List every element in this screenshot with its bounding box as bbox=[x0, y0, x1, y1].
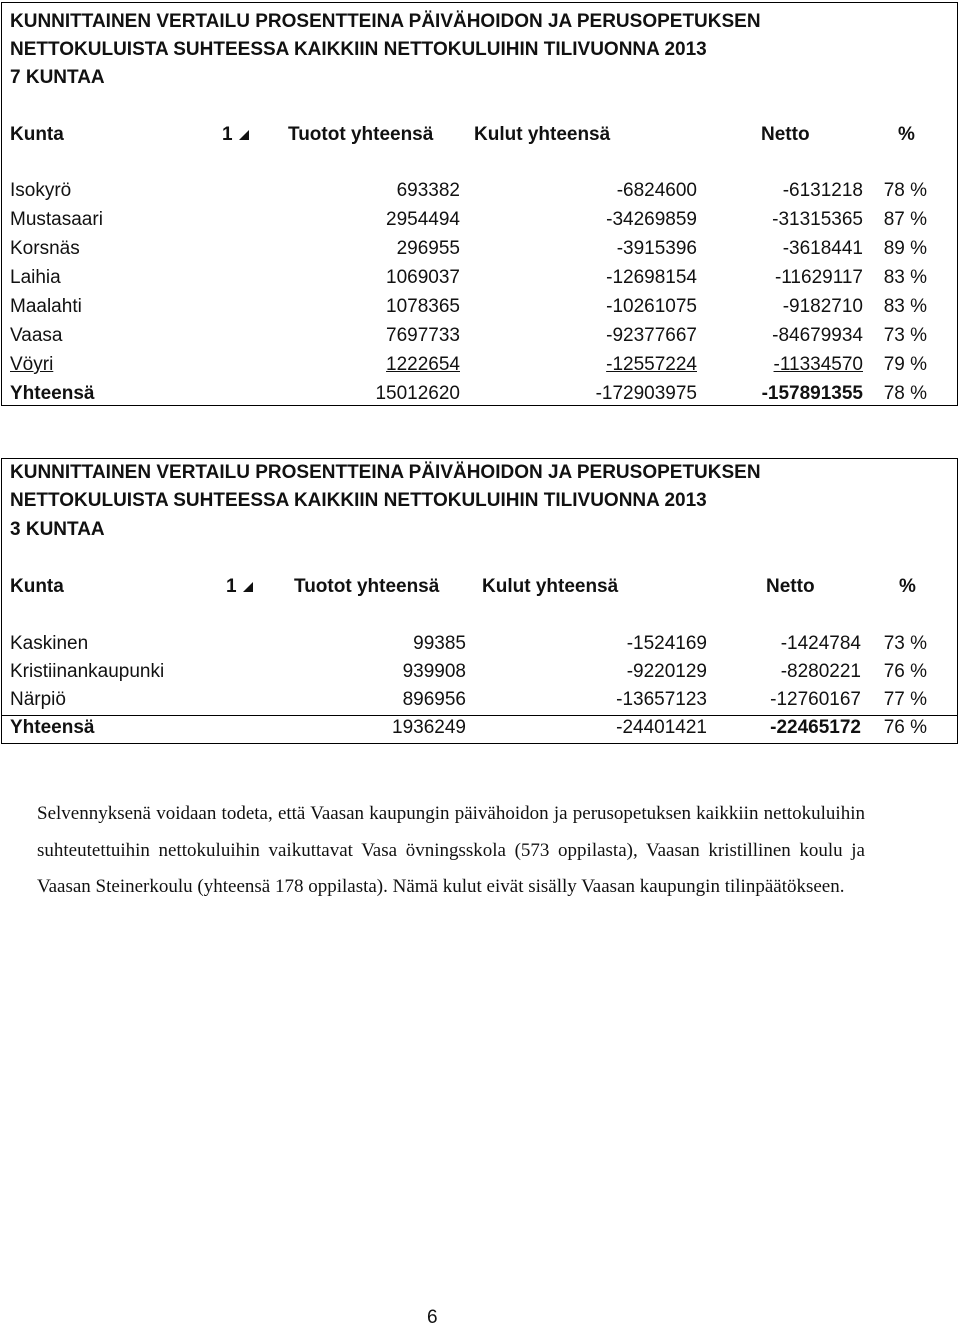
cell-net: -3618441 bbox=[782, 238, 863, 259]
cell-costs: -1524169 bbox=[626, 633, 707, 654]
table-title-line: KUNNITTAINEN VERTAILU PROSENTTEINA PÄIVÄHOIDON JA PERUSOPETUKSEN bbox=[10, 462, 761, 483]
table-row bbox=[2, 633, 957, 661]
cell-income: 693382 bbox=[396, 180, 460, 201]
cell-costs: -10261075 bbox=[606, 296, 697, 317]
cell-income: 99385 bbox=[413, 633, 466, 654]
cell-name: Närpiö bbox=[10, 689, 66, 710]
header-income: Tuotot yhteensä bbox=[288, 124, 434, 145]
table-title-line: KUNNITTAINEN VERTAILU PROSENTTEINA PÄIVÄHOIDON JA PERUSOPETUKSEN bbox=[10, 11, 761, 32]
cell-income: 15012620 bbox=[375, 383, 460, 404]
cell-pct: 76 % bbox=[883, 717, 927, 738]
cell-income: 7697733 bbox=[386, 325, 460, 346]
cell-costs: -172903975 bbox=[595, 383, 697, 404]
cell-income: 939908 bbox=[402, 661, 466, 682]
cell-income: 2954494 bbox=[386, 209, 460, 230]
cell-income: 296955 bbox=[396, 238, 460, 259]
table-title-line: 7 KUNTAA bbox=[10, 67, 105, 88]
header-pct: % bbox=[898, 124, 915, 145]
arrow-icon bbox=[243, 582, 253, 592]
cell-net: -9182710 bbox=[782, 296, 863, 317]
explanation-paragraph: Selvennyksenä voidaan todeta, että Vaasan kaupungin päivähoidon ja perusopetuksen kaikkiin nettokuluihin suhteutettuihin nettokuluihin vaikuttavat Vasa övningsskola (573 oppilasta), Vaasan kristillinen koulu ja Vaasan Steinerkoulu (yhteensä 178 oppilasta). Nämä kulut eivät sisälly Vaasan kaupungin tilinpäätökseen. bbox=[37, 803, 865, 897]
cell-net: -8280221 bbox=[780, 661, 861, 682]
cell-pct: 83 % bbox=[883, 267, 927, 288]
header-one: 1 bbox=[222, 124, 249, 146]
cell-costs: -12557224 bbox=[606, 354, 697, 375]
table-header-row bbox=[2, 576, 957, 604]
cell-net: -6131218 bbox=[782, 180, 863, 201]
cell-pct: 73 % bbox=[883, 325, 927, 346]
cell-name: Kaskinen bbox=[10, 633, 89, 654]
cell-pct: 87 % bbox=[883, 209, 927, 230]
cell-name: Yhteensä bbox=[10, 383, 95, 404]
cell-income: 896956 bbox=[402, 689, 466, 710]
cell-name: Isokyrö bbox=[10, 180, 72, 201]
header-kunta: Kunta bbox=[10, 576, 64, 597]
cell-net: -12760167 bbox=[770, 689, 861, 710]
table-header-row bbox=[2, 124, 957, 152]
header-kunta: Kunta bbox=[10, 124, 64, 145]
cell-costs: -3915396 bbox=[616, 238, 697, 259]
cell-net: -11629117 bbox=[774, 267, 863, 288]
cell-pct: 77 % bbox=[883, 689, 927, 710]
cell-income: 1078365 bbox=[386, 296, 460, 317]
cell-costs: -6824600 bbox=[616, 180, 697, 201]
table-row bbox=[2, 661, 957, 689]
cell-income: 1069037 bbox=[386, 267, 460, 288]
cell-costs: -9220129 bbox=[626, 661, 707, 682]
table-title-line: NETTOKULUISTA SUHTEESSA KAIKKIIN NETTOKULUIHIN TILIVUONNA 2013 bbox=[10, 39, 707, 60]
table-row bbox=[2, 238, 957, 266]
cell-name: Vaasa bbox=[10, 325, 63, 346]
cell-costs: -12698154 bbox=[606, 267, 697, 288]
table-row bbox=[2, 209, 957, 237]
table-row bbox=[2, 354, 957, 382]
cell-income: 1222654 bbox=[386, 354, 460, 375]
cell-name: Maalahti bbox=[10, 296, 82, 317]
table-total-row bbox=[2, 383, 957, 411]
cell-name: Laihia bbox=[10, 267, 61, 288]
cell-net: -84679934 bbox=[772, 325, 863, 346]
cell-pct: 79 % bbox=[883, 354, 927, 375]
cell-net: -157891355 bbox=[761, 383, 863, 404]
cell-net: -31315365 bbox=[772, 209, 863, 230]
cell-pct: 78 % bbox=[883, 180, 927, 201]
cell-costs: -13657123 bbox=[616, 689, 707, 710]
cell-pct: 76 % bbox=[883, 661, 927, 682]
cell-name: Kristiinankaupunki bbox=[10, 661, 165, 682]
cell-name: Vöyri bbox=[10, 354, 54, 375]
cell-pct: 89 % bbox=[883, 238, 927, 259]
page-number: 6 bbox=[427, 1307, 438, 1328]
cell-pct: 78 % bbox=[883, 383, 927, 404]
table-row bbox=[2, 689, 957, 717]
header-pct: % bbox=[899, 576, 916, 597]
total-separator bbox=[2, 715, 957, 716]
header-one: 1 bbox=[226, 576, 253, 598]
arrow-icon bbox=[239, 130, 249, 140]
header-costs: Kulut yhteensä bbox=[482, 576, 619, 597]
cell-costs: -92377667 bbox=[606, 325, 697, 346]
cell-pct: 83 % bbox=[883, 296, 927, 317]
table-row bbox=[2, 325, 957, 353]
cell-name: Korsnäs bbox=[10, 238, 80, 259]
cell-net: -22465172 bbox=[770, 717, 861, 738]
header-costs: Kulut yhteensä bbox=[474, 124, 611, 145]
table-row bbox=[2, 267, 957, 295]
table-municipalities-3 bbox=[1, 458, 958, 744]
table-title-line: 3 KUNTAA bbox=[10, 519, 105, 540]
table-row bbox=[2, 180, 957, 208]
table-row bbox=[2, 296, 957, 324]
cell-costs: -34269859 bbox=[606, 209, 697, 230]
header-income: Tuotot yhteensä bbox=[294, 576, 440, 597]
cell-name: Mustasaari bbox=[10, 209, 103, 230]
cell-net: -1424784 bbox=[780, 633, 861, 654]
table-total-row bbox=[2, 717, 957, 745]
table-title-line: NETTOKULUISTA SUHTEESSA KAIKKIIN NETTOKULUIHIN TILIVUONNA 2013 bbox=[10, 490, 707, 511]
header-net: Netto bbox=[766, 576, 815, 597]
cell-name: Yhteensä bbox=[10, 717, 95, 738]
cell-income: 1936249 bbox=[392, 717, 466, 738]
cell-net: -11334570 bbox=[773, 354, 863, 375]
table-municipalities-7 bbox=[1, 2, 958, 406]
cell-costs: -24401421 bbox=[616, 717, 707, 738]
cell-pct: 73 % bbox=[883, 633, 927, 654]
header-net: Netto bbox=[761, 124, 810, 145]
